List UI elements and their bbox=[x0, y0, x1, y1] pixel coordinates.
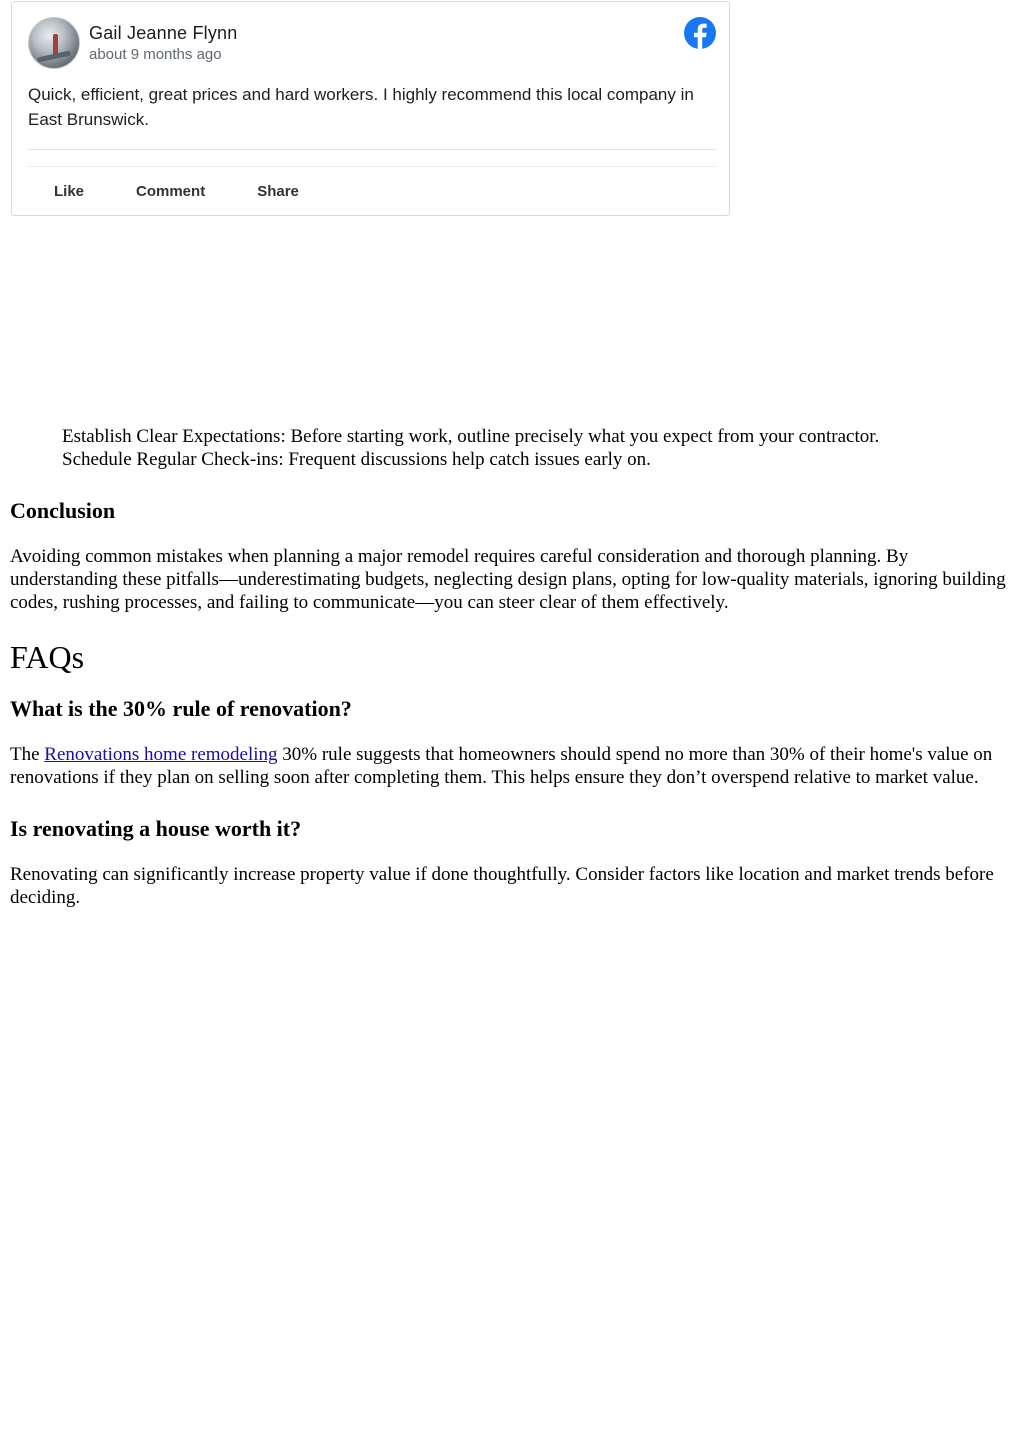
review-text: Quick, efficient, great prices and hard workers. I highly recommend this local company in East Brunswick. bbox=[28, 85, 694, 129]
share-button[interactable]: Share bbox=[257, 183, 299, 200]
faq-answer-suffix: 30% rule suggests that homeowners should spend no more than 30% of their home's value on renovations if they plan on selling soon after completing them. This helps ensure they don’t overspend relative to market value. bbox=[10, 744, 993, 788]
like-button[interactable]: Like bbox=[54, 183, 85, 200]
review-actions bbox=[28, 183, 299, 200]
conclusion-paragraph: Avoiding common mistakes when planning a major remodel requires careful consideration and thorough planning. By understanding these pitfalls—underestimating budgets, neglecting design plans, opting for low-quality materials, ignoring building codes, rushing processes, and failing to communicate—you can steer clear of them effectively. bbox=[10, 546, 1006, 613]
renovations-link[interactable]: Renovations home remodeling bbox=[44, 744, 278, 765]
avatar[interactable] bbox=[28, 17, 80, 69]
divider bbox=[28, 166, 716, 167]
comment-button[interactable]: Comment bbox=[136, 183, 206, 200]
faqs-heading: FAQs bbox=[10, 639, 85, 675]
facebook-review-card bbox=[11, 1, 730, 216]
conclusion-heading: Conclusion bbox=[10, 498, 116, 523]
faq-answer: Renovating can significantly increase property value if done thoughtfully. Consider factors like location and market trends before deciding. bbox=[10, 864, 994, 908]
review-timestamp: about 9 months ago bbox=[89, 46, 222, 63]
tips-list bbox=[10, 425, 1010, 471]
list-item: Schedule Regular Check-ins: Frequent discussions help catch issues early on. bbox=[62, 449, 651, 470]
faq-question: What is the 30% rule of renovation? bbox=[10, 696, 352, 721]
divider bbox=[28, 149, 716, 150]
article-content bbox=[10, 425, 1010, 909]
list-item: Establish Clear Expectations: Before starting work, outline precisely what you expect from your contractor. bbox=[62, 426, 880, 447]
faq-answer-prefix: The bbox=[10, 744, 45, 765]
faq-question: Is renovating a house worth it? bbox=[10, 816, 302, 841]
facebook-icon[interactable] bbox=[684, 17, 716, 49]
reviewer-name[interactable]: Gail Jeanne Flynn bbox=[89, 23, 238, 43]
faq-answer bbox=[10, 743, 1010, 789]
